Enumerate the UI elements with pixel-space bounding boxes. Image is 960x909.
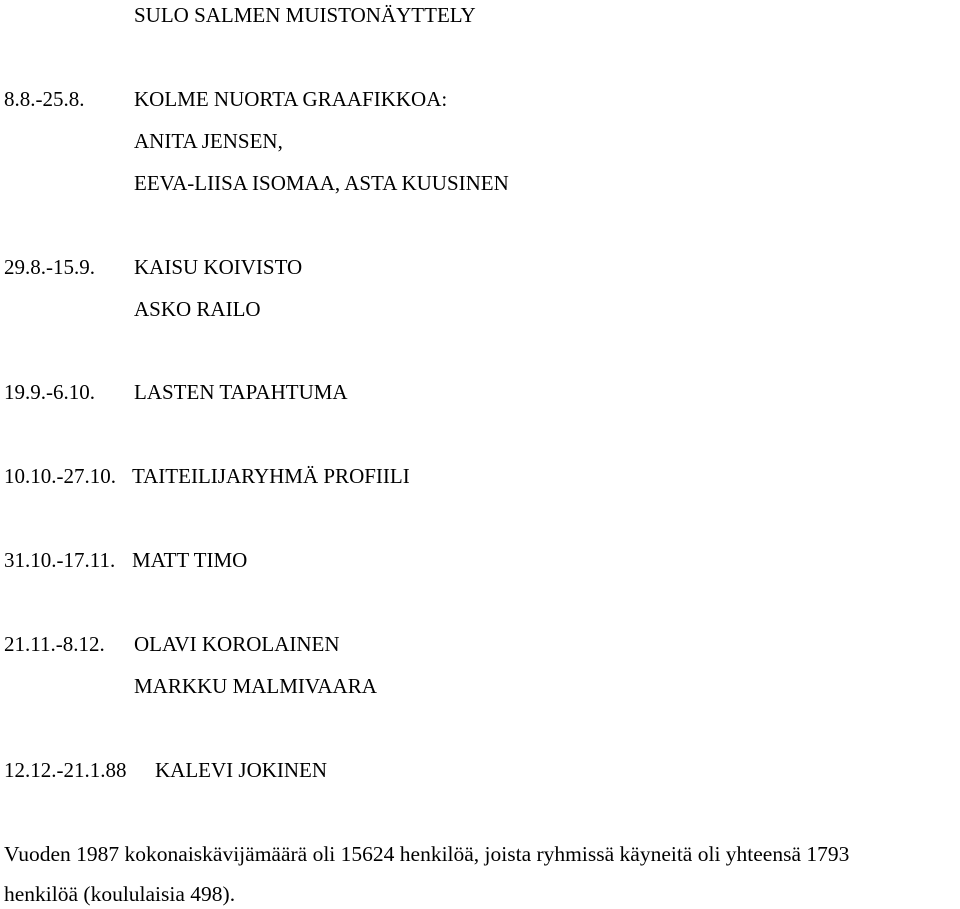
exhibition-artist: ANITA JENSEN, [134,129,283,153]
exhibition-artist: KALEVI JOKINEN [155,758,328,782]
exhibition-artist: ASKO RAILO [134,297,261,321]
page-heading: SULO SALMEN MUISTONÄYTTELY [134,3,476,27]
exhibition-dates: 10.10.-27.10. [4,464,116,488]
exhibition-artist: KAISU KOIVISTO [134,255,303,279]
exhibition-dates: 8.8.-25.8. [4,87,85,111]
summary-line: henkilöä (koululaisia 498). [4,882,236,906]
exhibition-title: KOLME NUORTA GRAAFIKKOA: [134,87,448,111]
exhibition-artist: MARKKU MALMIVAARA [134,674,377,698]
exhibition-dates: 31.10.-17.11. [4,548,116,572]
exhibition-title: LASTEN TAPAHTUMA [134,380,348,404]
exhibition-dates: 21.11.-8.12. [4,632,105,656]
exhibition-dates: 29.8.-15.9. [4,255,95,279]
exhibition-title: TAITEILIJARYHMÄ PROFIILI [132,464,410,488]
exhibition-dates: 12.12.-21.1.88 [4,758,127,782]
summary-line: Vuoden 1987 kokonaiskävijämäärä oli 15624 henkilöä, joista ryhmissä käyneitä oli yhteensä 1793 [4,842,850,866]
exhibition-artist: EEVA-LIISA ISOMAA, ASTA KUUSINEN [134,171,509,195]
exhibition-artist: MATT TIMO [132,548,248,572]
exhibition-artist: OLAVI KOROLAINEN [134,632,340,656]
exhibition-dates: 19.9.-6.10. [4,380,95,404]
